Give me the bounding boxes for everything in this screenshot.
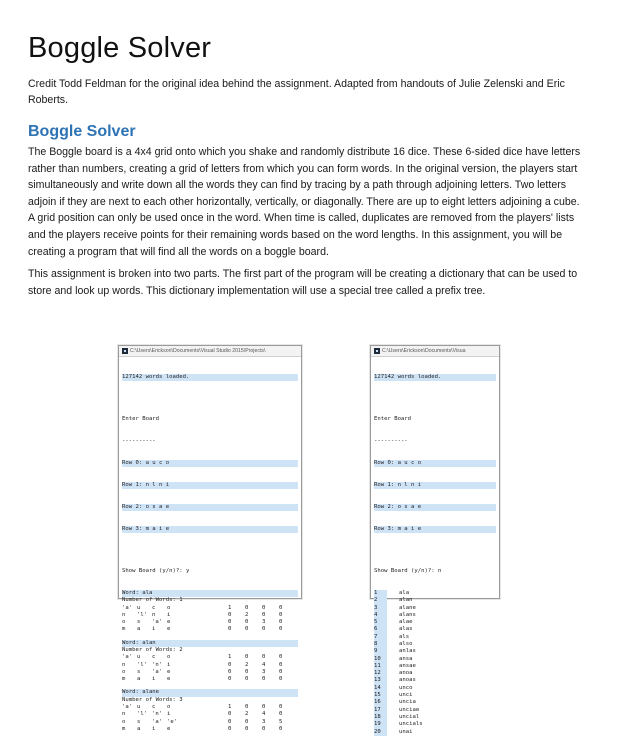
word-list-item: [374, 714, 496, 721]
console-title-bar: [371, 346, 499, 357]
letter-cell: n: [152, 611, 156, 618]
order-cell: 0: [245, 718, 249, 725]
letter-cell: 'l': [137, 611, 148, 618]
page-title: Boggle Solver: [28, 32, 212, 64]
letter-cell: u: [137, 604, 141, 611]
order-cell: 0: [245, 676, 249, 683]
order-cell: 2: [245, 611, 249, 618]
order-cell: 0: [228, 661, 232, 668]
console-output: [371, 357, 499, 752]
word-text: alas: [399, 626, 413, 633]
board-row: Row 2: o s a e: [122, 504, 298, 511]
letter-cell: 'l': [137, 711, 148, 718]
letter-cell: s: [137, 718, 141, 725]
word-list-item: [374, 605, 496, 612]
order-cell: 0: [262, 654, 266, 661]
result-count: Number of Words: 3: [122, 696, 183, 703]
order-cell: 0: [262, 676, 266, 683]
letter-cell: c: [152, 604, 156, 611]
document: [28, 30, 588, 299]
word-text: uncials: [399, 721, 423, 728]
section-heading: Boggle Solver: [28, 123, 136, 140]
order-cell: 0: [279, 611, 283, 618]
result-grid-row: [122, 654, 298, 661]
order-cell: 0: [279, 661, 283, 668]
order-cell: 0: [245, 626, 249, 633]
word-text: uncial: [399, 713, 420, 720]
result-grid-row: [122, 676, 298, 683]
letter-cell: m: [122, 725, 126, 732]
order-cell: 1: [228, 604, 232, 611]
word-text: alans: [399, 611, 416, 618]
letter-cell: a: [137, 676, 141, 683]
letter-cell: e: [167, 676, 171, 683]
console-output: [119, 357, 301, 750]
word-text: anlas: [399, 648, 416, 655]
credit-line: Credit Todd Feldman for the original idea behind the assignment. Adapted from handouts of Julie Zelenski and Eric Roberts.: [28, 78, 565, 106]
word-index: 5: [374, 619, 387, 626]
word-index: 10: [374, 656, 387, 663]
console-app-icon: [122, 348, 128, 354]
word-index: 20: [374, 729, 387, 736]
order-cell: 3: [262, 619, 266, 626]
result-grid-row: [122, 704, 298, 711]
order-cell: 0: [262, 611, 266, 618]
word-index: 1: [374, 590, 387, 597]
result-grid-row: [122, 626, 298, 633]
word-text: ansa: [399, 655, 413, 662]
letter-cell: o: [167, 654, 171, 661]
letter-cell: s: [137, 668, 141, 675]
letter-cell: u: [137, 654, 141, 661]
word-index: 9: [374, 648, 387, 655]
word-text: alae: [399, 619, 413, 626]
word-text: also: [399, 640, 413, 647]
order-cell: 0: [228, 711, 232, 718]
word-text: unai: [399, 728, 413, 735]
result-grid-row: [122, 662, 298, 669]
word-text: ansae: [399, 662, 416, 669]
letter-cell: i: [152, 676, 156, 683]
word-list-item: [374, 677, 496, 684]
order-cell: 0: [279, 619, 283, 626]
letter-cell: n: [122, 711, 126, 718]
letter-cell: m: [122, 626, 126, 633]
letter-cell: e: [167, 668, 171, 675]
intro-paragraph: The Boggle board is a 4x4 grid onto which you shake and randomly distribute 16 dice. These 6-sided dice have letters rather than numbers, creating a grid of letters from which you can form words. In the original version, the players start simultaneously and write down all the words they can find by tracing by a path through adjoining letters. Two letters adjoin if they are next to each other horizontally, vertically, or diagonally. There are up to eight letters adjoining a cube. A grid position can only be used once in the word. When time is called, duplicates are removed from the players' lists and the players receive points for their remaining words based on the word lengths. In this assignment, you will be creating a program that will find all the words on a boggle board.: [28, 146, 581, 258]
letter-cell: o: [122, 619, 126, 626]
order-cell: 0: [279, 725, 283, 732]
letter-cell: 'a': [152, 619, 163, 626]
order-cell: 3: [262, 718, 266, 725]
order-cell: 0: [279, 668, 283, 675]
word-text: unci: [399, 692, 413, 699]
word-list-item: [374, 619, 496, 626]
order-cell: 3: [262, 668, 266, 675]
order-cell: 0: [228, 626, 232, 633]
board-row: Row 0: a u c o: [122, 460, 298, 467]
order-cell: 0: [262, 626, 266, 633]
letter-cell: n: [122, 661, 126, 668]
result-word: Word: ala: [122, 590, 298, 597]
result-grid-row: [122, 719, 298, 726]
letter-cell: o: [167, 604, 171, 611]
word-list-item: [374, 692, 496, 699]
console-screenshot-right: [370, 345, 500, 735]
order-cell: 0: [228, 611, 232, 618]
word-list-item: [374, 626, 496, 633]
word-list-item: [374, 597, 496, 604]
letter-cell: i: [167, 711, 171, 718]
order-cell: 0: [228, 668, 232, 675]
result-grid-row: [122, 612, 298, 619]
word-list-item: [374, 656, 496, 663]
letter-cell: a: [137, 725, 141, 732]
word-index: 14: [374, 685, 387, 692]
word-list-item: [374, 634, 496, 641]
letter-cell: i: [167, 661, 171, 668]
word-list-item: [374, 707, 496, 714]
order-cell: 0: [279, 704, 283, 711]
letter-cell: a: [137, 626, 141, 633]
letter-cell: 'e': [167, 718, 178, 725]
word-text: unco: [399, 684, 413, 691]
letter-cell: m: [122, 676, 126, 683]
result-grid-row: [122, 669, 298, 676]
letter-cell: i: [152, 626, 156, 633]
order-cell: 0: [279, 626, 283, 633]
order-cell: 0: [279, 676, 283, 683]
words-loaded-text: 127142 words loaded.: [374, 374, 496, 381]
result-grid-row: [122, 726, 298, 733]
order-cell: 0: [245, 619, 249, 626]
order-cell: 0: [228, 676, 232, 683]
order-cell: 4: [262, 711, 266, 718]
letter-cell: 'a': [122, 604, 133, 611]
word-list-item: [374, 685, 496, 692]
letter-cell: 'a': [122, 704, 133, 711]
assignment-paragraph: This assignment is broken into two parts. The first part of the program will be creating a dictionary that can be used to store and look up words. This dictionary implementation will use a special tree called a prefix tree.: [28, 268, 578, 297]
word-text: uncia: [399, 699, 416, 706]
console-screenshot-left: [118, 345, 302, 732]
order-cell: 0: [228, 619, 232, 626]
order-cell: 0: [279, 604, 283, 611]
word-index: 12: [374, 670, 387, 677]
letter-cell: n: [122, 611, 126, 618]
letter-cell: i: [152, 725, 156, 732]
word-index: 2: [374, 597, 387, 604]
order-cell: 0: [245, 654, 249, 661]
result-word: Word: alan: [122, 640, 298, 647]
order-cell: 0: [262, 725, 266, 732]
order-cell: 0: [245, 668, 249, 675]
letter-cell: u: [137, 704, 141, 711]
word-text: anoas: [399, 677, 416, 684]
order-cell: 0: [245, 725, 249, 732]
word-index: 18: [374, 714, 387, 721]
order-cell: 0: [245, 704, 249, 711]
letter-cell: e: [167, 626, 171, 633]
word-index: 4: [374, 612, 387, 619]
word-list-item: [374, 663, 496, 670]
word-index: 19: [374, 721, 387, 728]
letter-cell: 'a': [122, 654, 133, 661]
word-list-item: [374, 648, 496, 655]
order-cell: 0: [228, 725, 232, 732]
board-row: Row 2: o s a e: [374, 504, 496, 511]
board-row: Row 3: m a i e: [122, 526, 298, 533]
order-cell: 0: [228, 718, 232, 725]
letter-cell: i: [167, 611, 171, 618]
order-cell: 0: [279, 654, 283, 661]
word-list-item: [374, 612, 496, 619]
board-row: Row 0: a u c o: [374, 460, 496, 467]
order-cell: 5: [279, 718, 283, 725]
word-text: anoa: [399, 670, 413, 677]
console-app-icon: [374, 348, 380, 354]
letter-cell: 'a': [152, 668, 163, 675]
enter-board-label: Enter Board: [374, 416, 412, 423]
word-index: 7: [374, 634, 387, 641]
enter-board-label: Enter Board: [122, 416, 160, 423]
board-row: Row 3: m a i e: [374, 526, 496, 533]
word-list: [374, 590, 496, 736]
letter-cell: 'l': [137, 661, 148, 668]
word-list-item: [374, 670, 496, 677]
show-board-prompt: Show Board (y/n)?: n: [374, 568, 442, 575]
letter-cell: 'a': [152, 718, 163, 725]
console-title: C:\Users\Erickson\Documents\Visual Studio 2015\Projects\: [130, 348, 266, 354]
word-index: 6: [374, 626, 387, 633]
order-cell: 1: [228, 704, 232, 711]
order-cell: 0: [245, 604, 249, 611]
word-text: alane: [399, 604, 416, 611]
word-index: 11: [374, 663, 387, 670]
letter-cell: c: [152, 654, 156, 661]
result-grid-row: [122, 711, 298, 718]
word-index: 17: [374, 707, 387, 714]
word-list-item: [374, 729, 496, 736]
letter-cell: e: [167, 619, 171, 626]
order-cell: 2: [245, 711, 249, 718]
word-text: als: [399, 633, 410, 640]
show-board-prompt: Show Board (y/n)?: y: [122, 568, 190, 575]
word-list-item: [374, 721, 496, 728]
letter-cell: 'n': [152, 711, 163, 718]
order-cell: 1: [228, 654, 232, 661]
letter-cell: o: [167, 704, 171, 711]
word-list-item: [374, 641, 496, 648]
letter-cell: c: [152, 704, 156, 711]
order-cell: 0: [279, 711, 283, 718]
result-grid-row: [122, 619, 298, 626]
word-index: 16: [374, 699, 387, 706]
order-cell: 2: [245, 661, 249, 668]
letter-cell: o: [122, 718, 126, 725]
order-cell: 0: [262, 604, 266, 611]
word-index: 13: [374, 677, 387, 684]
order-cell: 4: [262, 661, 266, 668]
board-row: Row 1: n l n i: [374, 482, 496, 489]
result-grid-row: [122, 605, 298, 612]
word-list-item: [374, 590, 496, 597]
board-row: Row 1: n l n i: [122, 482, 298, 489]
console-title-bar: [119, 346, 301, 357]
letter-cell: s: [137, 619, 141, 626]
word-text: unciae: [399, 706, 420, 713]
divider-line: ----------: [122, 437, 156, 444]
letter-cell: 'n': [152, 661, 163, 668]
divider-line: ----------: [374, 437, 408, 444]
word-list-item: [374, 699, 496, 706]
word-index: 15: [374, 692, 387, 699]
result-count: Number of Words: 2: [122, 646, 183, 653]
letter-cell: o: [122, 668, 126, 675]
console-title: C:\Users\Erickson\Documents\Visua: [382, 348, 466, 354]
word-text: ala: [399, 589, 410, 596]
result-count: Number of Words: 1: [122, 597, 183, 604]
words-loaded-text: 127142 words loaded.: [122, 374, 298, 381]
word-results: [122, 590, 298, 733]
word-index: 3: [374, 605, 387, 612]
letter-cell: e: [167, 725, 171, 732]
word-text: alan: [399, 597, 413, 604]
word-index: 8: [374, 641, 387, 648]
result-word: Word: alane: [122, 689, 298, 696]
order-cell: 0: [262, 704, 266, 711]
